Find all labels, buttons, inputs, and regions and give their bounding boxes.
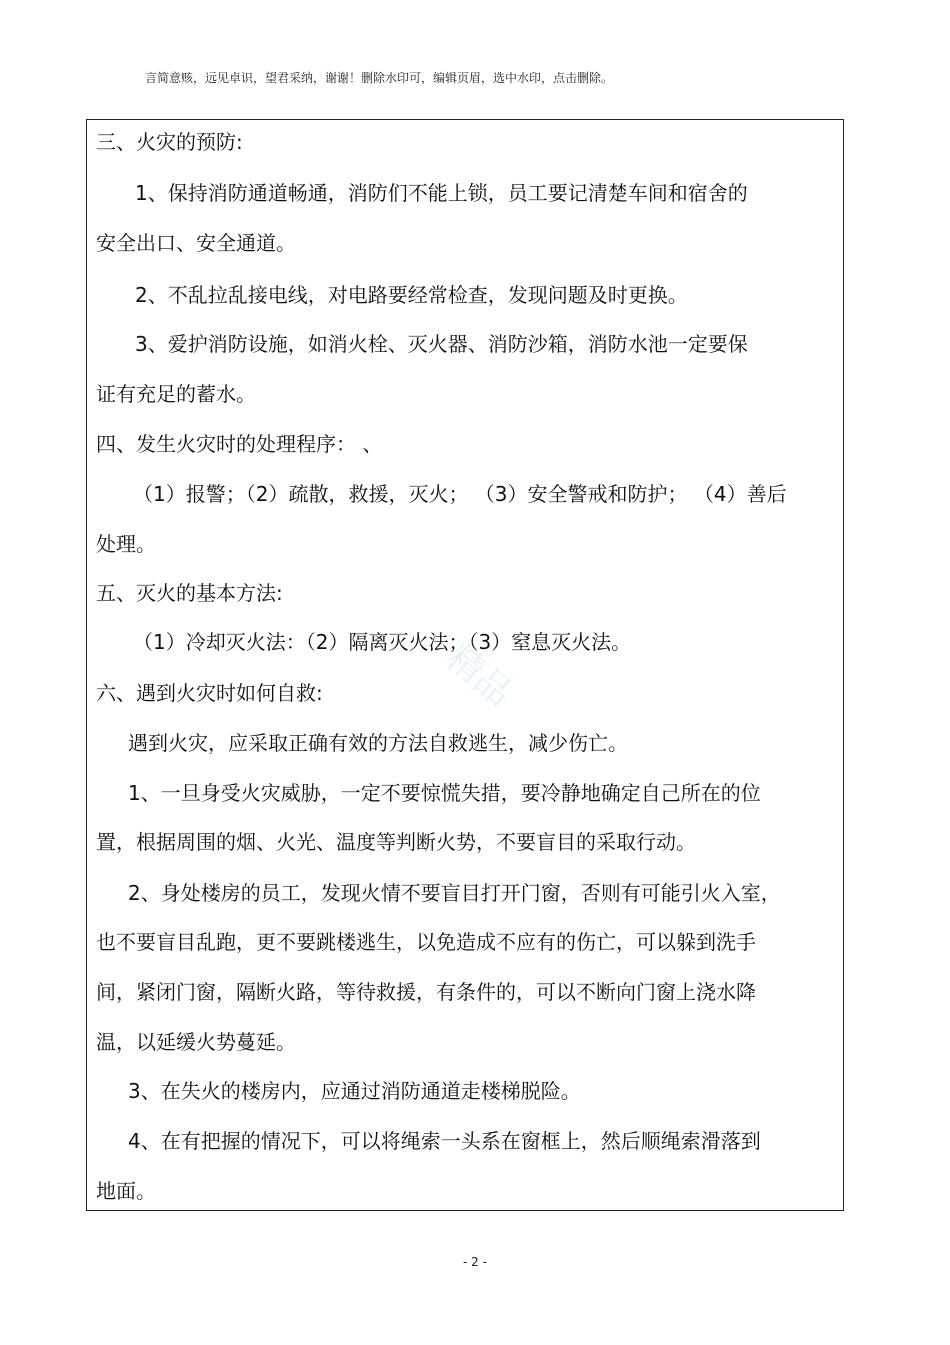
paragraph-line: 2、身处楼房的员工，发现火情不要盲目打开门窗，否则有可能引火入室， (128, 881, 781, 905)
paragraph-line: 4、在有把握的情况下，可以将绳索一头系在窗框上，然后顺绳索滑落到 (128, 1129, 761, 1153)
header-note: 言简意赅，远见卓识，望君采纳，谢谢！删除水印可，编辑页眉，选中水印，点击删除。 (145, 71, 614, 85)
paragraph-line: 处理。 (96, 532, 156, 556)
paragraph-line: 1、保持消防通道畅通，消防们不能上锁，员工要记清楚车间和宿舍的 (135, 181, 748, 205)
paragraph-line: 3、在失火的楼房内，应通过消防通道走楼梯脱险。 (128, 1079, 581, 1103)
section-3-heading: 三、火灾的预防: (96, 130, 243, 154)
paragraph-line: 置，根据周围的烟、火光、温度等判断火势，不要盲目的采取行动。 (96, 830, 696, 854)
section-4-heading: 四、发生火灾时的处理程序： 、 (96, 432, 383, 456)
section-6-heading: 六、遇到火灾时如何自救: (96, 681, 323, 705)
paragraph-line: （1）报警；（2）疏散，救援，灭火； （3）安全警戒和防护； （4）善后 (133, 482, 787, 506)
paragraph-line: 遇到火灾，应采取正确有效的方法自救逃生，减少伤亡。 (128, 731, 628, 755)
paragraph-line: 1、一旦身受火灾威胁，一定不要惊慌失措，要冷静地确定自己所在的位 (128, 781, 761, 805)
paragraph-line: 地面。 (96, 1179, 156, 1203)
paragraph-line: 2、不乱拉乱接电线，对电路要经常检查，发现问题及时更换。 (135, 283, 688, 307)
paragraph-line: 3、爱护消防设施，如消火栓、灭火器、消防沙箱，消防水池一定要保 (135, 332, 748, 356)
paragraph-line: 也不要盲目乱跑，更不要跳楼逃生，以免造成不应有的伤亡，可以躲到洗手 (96, 930, 756, 954)
paragraph-line: 安全出口、安全通道。 (96, 231, 296, 255)
section-5-heading: 五、灭火的基本方法: (96, 581, 283, 605)
paragraph-line: 证有充足的蓄水。 (96, 382, 256, 406)
paragraph-line: 温，以延缓火势蔓延。 (96, 1030, 296, 1054)
page-number: - 2 - (463, 1255, 487, 1269)
paragraph-line: 间，紧闭门窗，隔断火路，等待救援，有条件的，可以不断向门窗上浇水降 (96, 980, 756, 1004)
watermark: 精品 (438, 636, 520, 715)
paragraph-line: （1）冷却灭火法：（2）隔离灭火法；（3）窒息灭火法。 (133, 630, 632, 654)
